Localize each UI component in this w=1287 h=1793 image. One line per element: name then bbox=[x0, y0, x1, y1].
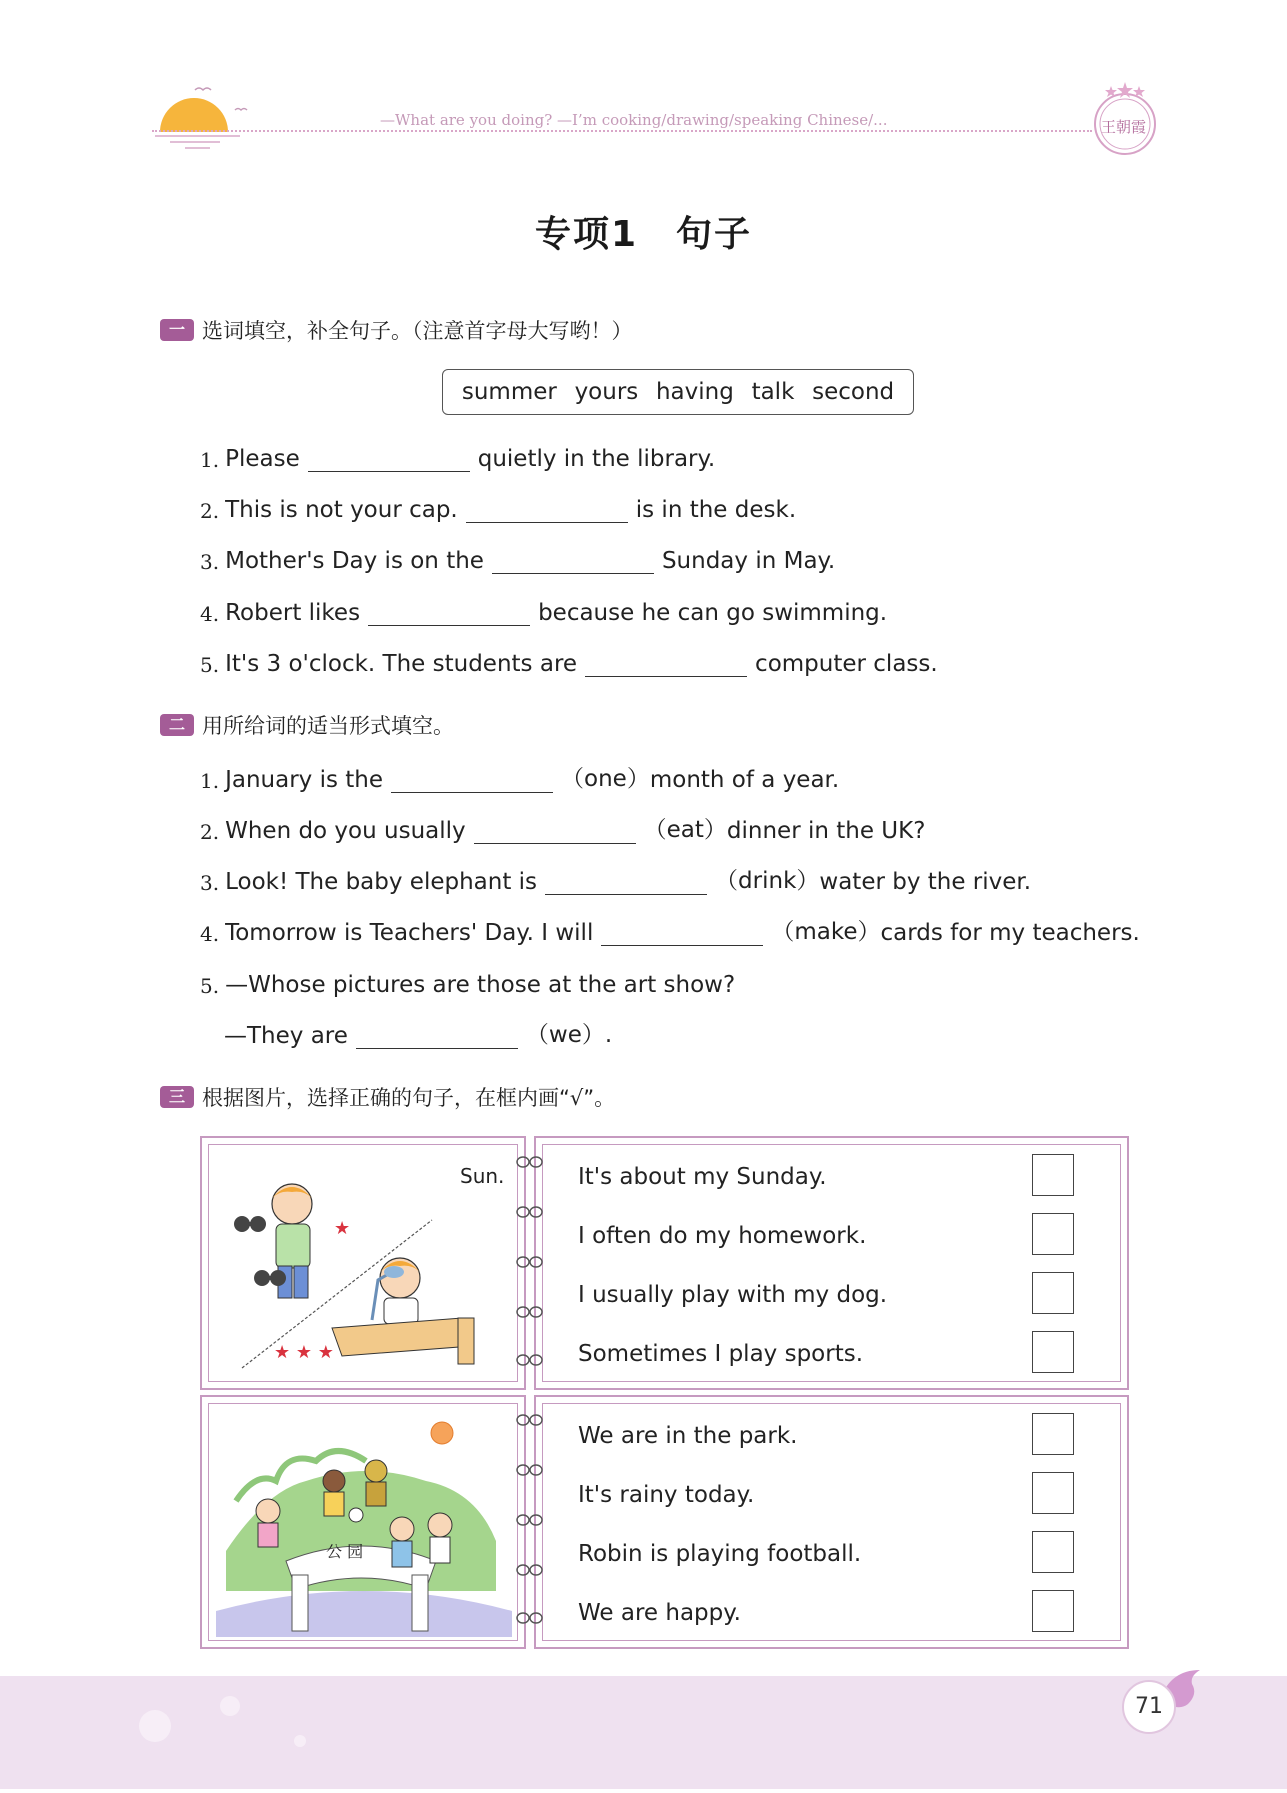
page-title: 专项1 句子 bbox=[534, 214, 753, 255]
option-text: I usually play with my dog. bbox=[578, 1282, 888, 1308]
answer-blank[interactable] bbox=[492, 547, 654, 574]
section-2-instruction: 用所给词的适当形式填空。 bbox=[202, 714, 454, 738]
question-text: water by the river. bbox=[819, 869, 1032, 895]
s2-question-4 bbox=[200, 914, 1140, 946]
section-1-badge: 一 bbox=[160, 319, 194, 341]
answer-checkbox[interactable] bbox=[1032, 1413, 1074, 1455]
s1-question-5 bbox=[200, 645, 938, 677]
picture-panel-1 bbox=[200, 1136, 526, 1390]
question-text: because he can go swimming. bbox=[538, 600, 888, 626]
answer-blank[interactable] bbox=[601, 919, 763, 946]
footer-bubbles bbox=[0, 1676, 1287, 1789]
question-number: 4. bbox=[200, 922, 220, 946]
word-bank-item: talk bbox=[751, 379, 795, 405]
answer-blank[interactable] bbox=[308, 445, 470, 472]
picture-panel-2 bbox=[200, 1395, 526, 1649]
picture-label: Sun. bbox=[460, 1164, 505, 1188]
s1-question-1 bbox=[200, 440, 715, 472]
option-text: We are in the park. bbox=[578, 1423, 798, 1449]
s1-question-2 bbox=[200, 491, 796, 523]
section-2-badge: 二 bbox=[160, 714, 194, 736]
s2-question-2 bbox=[200, 812, 925, 844]
option-text: It's about my Sunday. bbox=[578, 1164, 827, 1190]
question-text: month of a year. bbox=[649, 767, 840, 793]
word-bank-item: yours bbox=[574, 379, 639, 405]
option-text: I often do my homework. bbox=[578, 1223, 867, 1249]
s1-question-3 bbox=[200, 542, 835, 574]
header-text: —What are you doing? —I’m cooking/drawing/speaking Chinese/... bbox=[380, 111, 888, 129]
section-1-heading bbox=[160, 316, 633, 344]
answer-checkbox[interactable] bbox=[1032, 1531, 1074, 1573]
question-text: Robert likes bbox=[225, 600, 361, 626]
question-text: is in the desk. bbox=[635, 497, 797, 523]
word-bank-item: summer bbox=[461, 379, 557, 405]
section-2-heading bbox=[160, 711, 454, 739]
word-hint: （drink） bbox=[715, 868, 820, 894]
answer-checkbox[interactable] bbox=[1032, 1590, 1074, 1632]
options-panel-1 bbox=[534, 1136, 1129, 1390]
question-text: —They are bbox=[224, 1023, 348, 1049]
section-3-badge: 三 bbox=[160, 1086, 194, 1108]
picture-label: 公 园 bbox=[326, 1542, 364, 1561]
brand-logo bbox=[1085, 80, 1165, 160]
answer-checkbox[interactable] bbox=[1032, 1331, 1074, 1373]
word-bank bbox=[442, 369, 914, 415]
question-text: Sunday in May. bbox=[661, 548, 836, 574]
answer-blank[interactable] bbox=[466, 496, 628, 523]
option-text: We are happy. bbox=[578, 1600, 741, 1626]
s2-question-3 bbox=[200, 863, 1031, 895]
section-1-instruction: 选词填空，补全句子。（注意首字母大写哟！） bbox=[202, 319, 633, 343]
question-text: quietly in the library. bbox=[477, 446, 716, 472]
s2-question-1 bbox=[200, 761, 839, 793]
question-text: Tomorrow is Teachers' Day. I will bbox=[225, 920, 594, 946]
binder-rings bbox=[514, 1150, 546, 1650]
answer-checkbox[interactable] bbox=[1032, 1272, 1074, 1314]
question-text: January is the bbox=[225, 767, 384, 793]
question-number: 3. bbox=[200, 550, 220, 574]
s1-question-4 bbox=[200, 594, 887, 626]
word-bank-item: having bbox=[655, 379, 734, 405]
question-number: 3. bbox=[200, 871, 220, 895]
word-bank-item: second bbox=[812, 379, 895, 405]
answer-blank[interactable] bbox=[545, 868, 707, 895]
question-text: computer class. bbox=[755, 651, 938, 677]
answer-blank[interactable] bbox=[356, 1022, 518, 1049]
header-divider bbox=[152, 130, 1092, 132]
question-number: 2. bbox=[200, 820, 220, 844]
footer-band bbox=[0, 1676, 1287, 1789]
answer-blank[interactable] bbox=[474, 817, 636, 844]
question-text: Look! The baby elephant is bbox=[225, 869, 538, 895]
question-text: Please bbox=[225, 446, 300, 472]
word-hint: （we）. bbox=[525, 1022, 613, 1048]
question-number: 2. bbox=[200, 499, 220, 523]
question-number: 5. bbox=[200, 653, 220, 677]
question-number: 4. bbox=[200, 602, 220, 626]
park-illustration bbox=[216, 1411, 512, 1637]
options-panel-2 bbox=[534, 1395, 1129, 1649]
svg-text:★ ★ ★: ★ ★ ★ bbox=[274, 1342, 334, 1363]
section-3-heading bbox=[160, 1083, 615, 1111]
svg-text:★: ★ bbox=[334, 1218, 351, 1239]
question-number: 1. bbox=[200, 448, 220, 472]
option-text: Sometimes I play sports. bbox=[578, 1341, 864, 1367]
answer-blank[interactable] bbox=[368, 599, 530, 626]
answer-checkbox[interactable] bbox=[1032, 1472, 1074, 1514]
answer-checkbox[interactable] bbox=[1032, 1154, 1074, 1196]
option-text: It's rainy today. bbox=[578, 1482, 755, 1508]
section-3-instruction: 根据图片，选择正确的句子，在框内画“√”。 bbox=[202, 1086, 616, 1110]
question-text: This is not your cap. bbox=[225, 497, 458, 523]
answer-blank[interactable] bbox=[391, 766, 553, 793]
question-text: It's 3 o'clock. The students are bbox=[225, 651, 578, 677]
brand-logo-text: 王朝霞 bbox=[1101, 118, 1147, 136]
s2-question-5 bbox=[200, 966, 735, 998]
word-hint: （make） bbox=[771, 919, 881, 945]
word-hint: （one） bbox=[561, 766, 650, 792]
sunset-decoration bbox=[150, 80, 260, 155]
option-text: Robin is playing football. bbox=[578, 1541, 862, 1567]
question-number: 1. bbox=[200, 769, 220, 793]
question-text: Mother's Day is on the bbox=[225, 548, 484, 574]
answer-blank[interactable] bbox=[585, 650, 747, 677]
answer-checkbox[interactable] bbox=[1032, 1213, 1074, 1255]
s2-question-5-answer bbox=[224, 1017, 612, 1049]
sunday-illustration bbox=[222, 1168, 502, 1378]
question-text: —Whose pictures are those at the art show? bbox=[225, 972, 736, 998]
page-number: 71 bbox=[1122, 1680, 1176, 1734]
question-text: dinner in the UK? bbox=[726, 818, 926, 844]
question-text: cards for my teachers. bbox=[880, 920, 1140, 946]
word-hint: （eat） bbox=[643, 817, 727, 843]
question-number: 5. bbox=[200, 974, 220, 998]
question-text: When do you usually bbox=[225, 818, 466, 844]
